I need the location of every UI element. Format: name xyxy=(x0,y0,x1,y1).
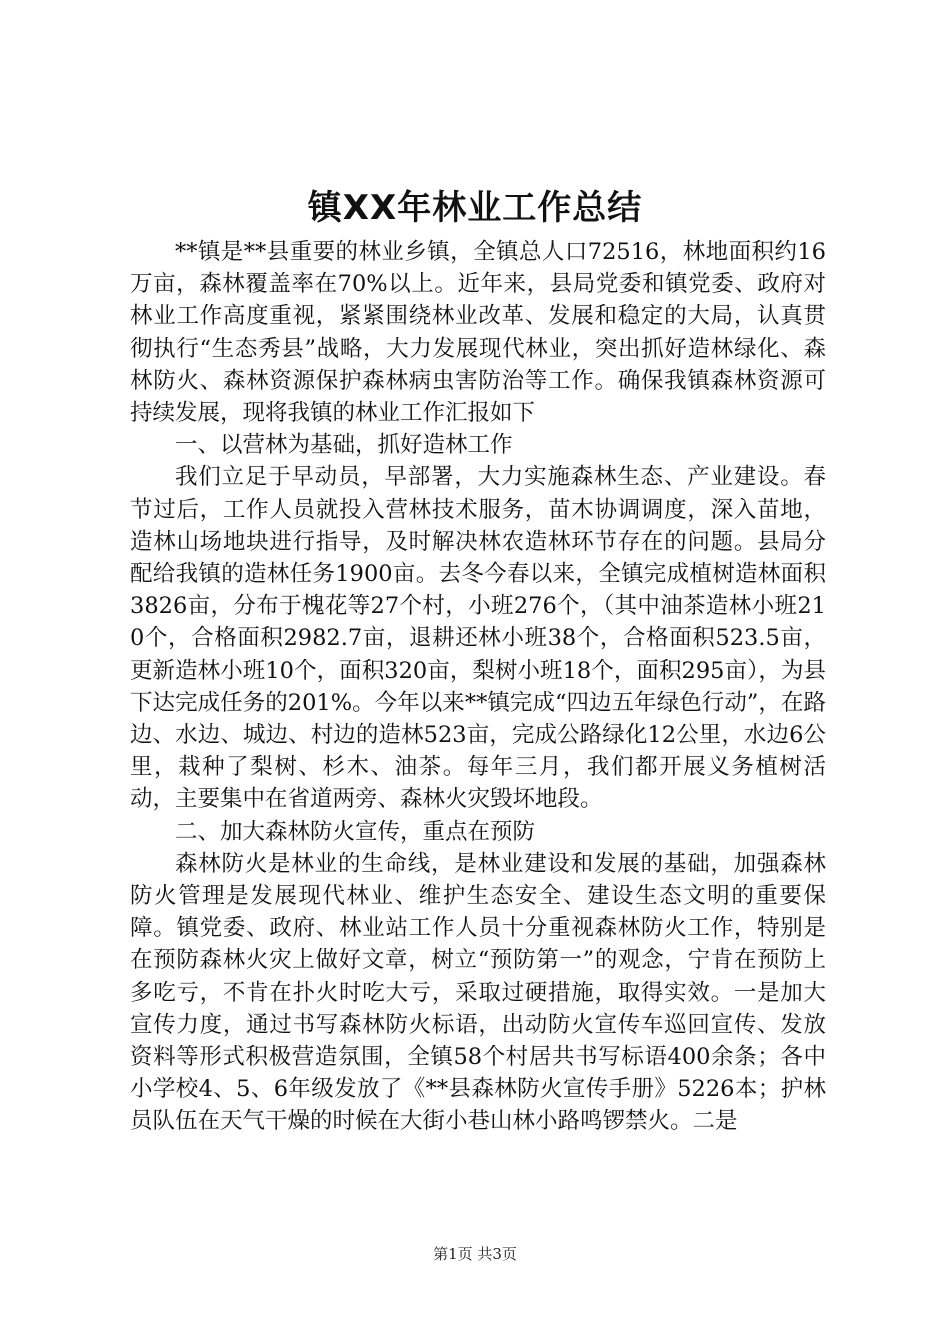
page-footer: 第1页 共3页 xyxy=(433,1245,517,1263)
section-1-paragraph: 我们立足于早动员，早部署，大力实施森林生态、产业建设。春节过后，工作人员就投入营林技术服务，苗木协调调度，深入苗地，造林山场地块进行指导，及时解决林农造林环节存在的问题。县局分配给我镇的造林任务1900亩。去冬今春以来，全镇完成植树造林面积3826亩，分布于槐花等27个村，小班276个，（其中油茶造林小班210个，合格面积2982.7亩，退耕还林小班38个，合格面积523.5亩，更新造林小班10个，面积320亩，梨树小班18个，面积295亩），为县下达完成任务的201%。今年以来**镇完成“四边五年绿色行动”，在路边、水边、城边、村边的造林523亩，完成公路绿化12公里，水边6公里，栽种了梨树、杉木、油茶。每年三月，我们都开展义务植树活动，主要集中在省道两旁、森林火灾毁坏地段。 xyxy=(130,464,826,813)
section-2-paragraph: 森林防火是林业的生命线，是林业建设和发展的基础，加强森林防火管理是发展现代林业、维护生态安全、建设生态文明的重要保障。镇党委、政府、林业站工作人员十分重视森林防火工作，特别是在预防森林火灾上做好文章，树立“预防第一”的观念，宁肯在预防上多吃亏，不肯在扑火时吃大亏，采取过硬措施，取得实效。一是加大宣传力度，通过书写森林防火标语，出动防火宣传车巡回宣传、发放资料等形式积极营造氛围，全镇58个村居共书写标语400余条；各中小学校4、5、6年级发放了《**县森林防火宣传手册》5226本；护林员队伍在天气干燥的时候在大街小巷山林小路鸣锣禁火。二是 xyxy=(130,850,826,1135)
document-body xyxy=(130,236,826,1138)
section-heading-2: 二、加大森林防火宣传，重点在预防 xyxy=(175,818,536,845)
document-title: 镇XX年林业工作总结 xyxy=(307,188,643,228)
intro-paragraph: **镇是**县重要的林业乡镇，全镇总人口72516，林地面积约16万亩，森林覆盖率在70%以上。近年来，县局党委和镇党委、政府对林业工作高度重视，紧紧围绕林业改革、发展和稳定的大局，认真贯彻执行“生态秀县”战略，大力发展现代林业，突出抓好造林绿化、森林防火、森林资源保护森林病虫害防治等工作。确保我镇森林资源可持续发展，现将我镇的林业工作汇报如下 xyxy=(130,239,826,427)
section-heading-1: 一、以营林为基础，抓好造林工作 xyxy=(175,432,513,459)
